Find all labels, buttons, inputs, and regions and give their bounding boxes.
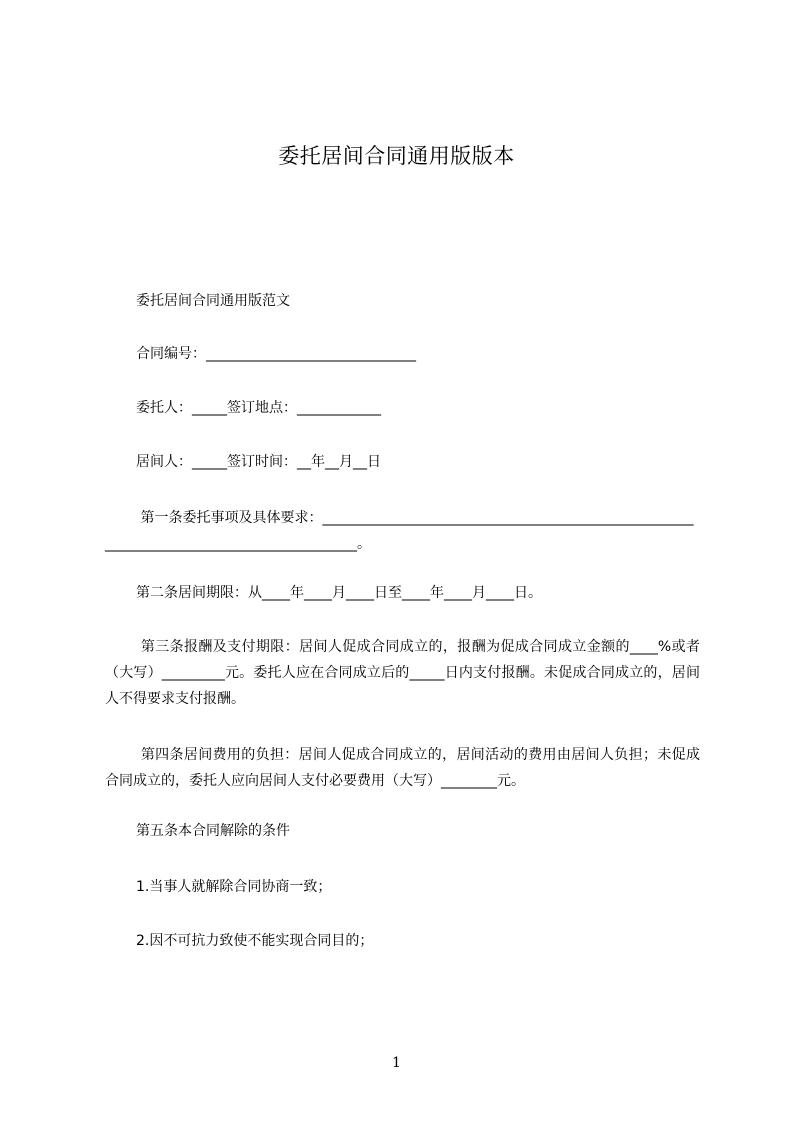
article-5-heading: 第五条本合同解除的条件 [136,823,290,839]
article-5-item-1: 1.当事人就解除合同协商一致； [136,879,332,895]
principal-line: 委托人：_____签订地点：____________ [136,400,381,416]
article-5-item-2: 2.因不可抗力致使不能实现合同目的； [136,933,374,949]
article-1-paragraph: 第一条委托事项及具体要求：_________________________________________________________________________________________。 [105,510,694,552]
page-number: 1 [392,1055,401,1071]
subtitle-paragraph: 委托居间合同通用版范文 [136,293,290,309]
contract-number-line: 合同编号：______________________________ [136,346,416,362]
document-title: 委托居间合同通用版版本 [278,144,515,168]
intermediary-line: 居间人：_____签订时间：__年__月__日 [136,454,381,470]
article-3-paragraph: 第三条报酬及支付期限：居间人促成合同成立的，报酬为促成合同成立金额的____%或者（大写）_________元。委托人应在合同成立后的_____日内支付报酬。未促成合同成立的，居间人不得要求支付报酬。 [105,639,700,707]
article-2-paragraph: 第二条居间期限：从____年____月____日至____年____月____日。 [136,585,542,601]
article-4-paragraph: 第四条居间费用的负担：居间人促成合同成立的，居间活动的费用由居间人负担；未促成合同成立的，委托人应向居间人支付必要费用（大写）________元。 [105,747,701,789]
